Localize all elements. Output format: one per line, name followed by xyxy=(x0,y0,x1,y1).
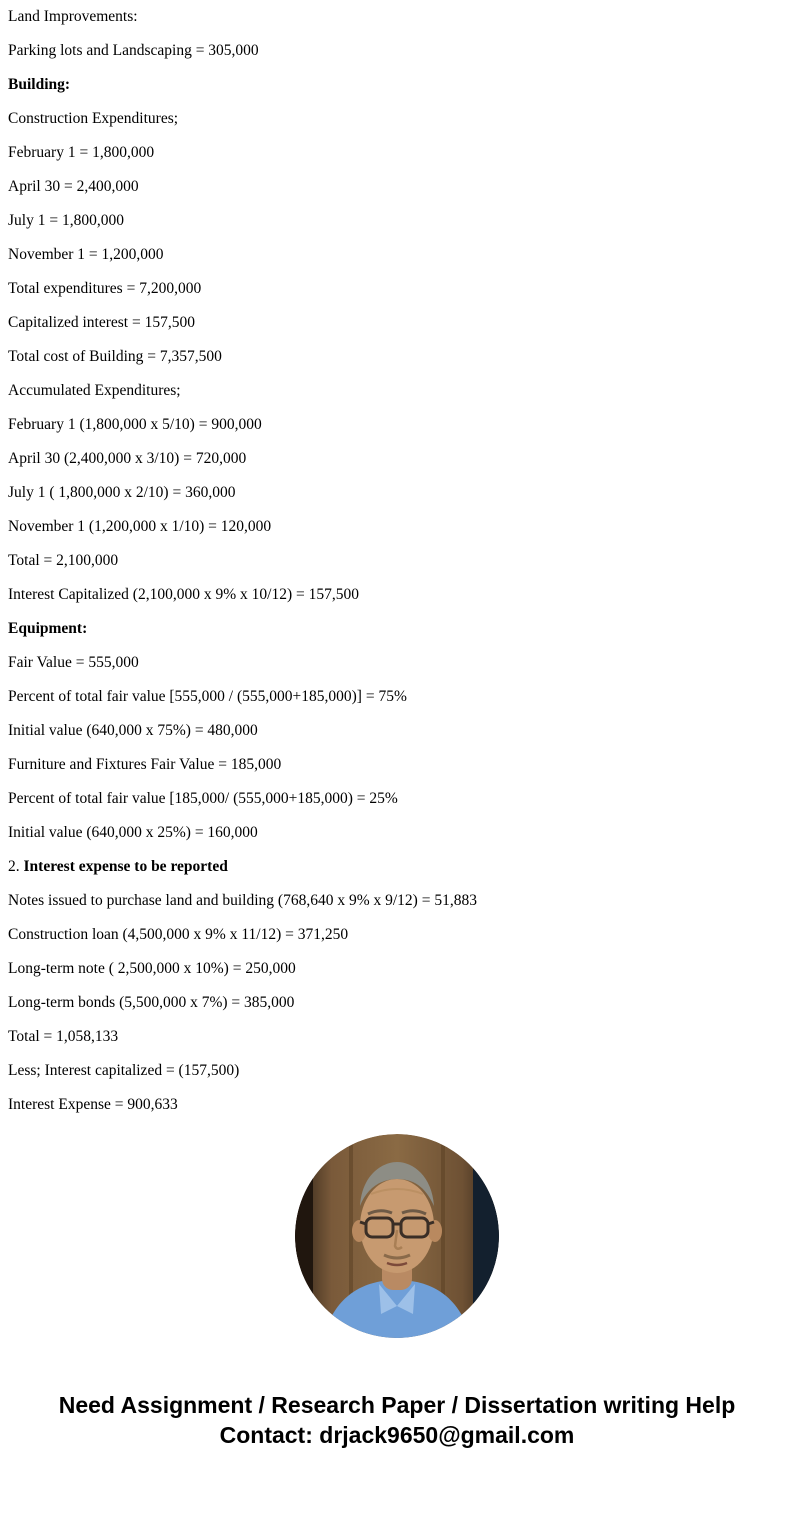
document-line: Long-term bonds (5,500,000 x 7%) = 385,000 xyxy=(8,994,295,1011)
document-line: Land Improvements: xyxy=(8,8,138,25)
footer-heading: Need Assignment / Research Paper / Dissertation writing Help xyxy=(58,1392,736,1418)
document-line: Equipment: xyxy=(8,620,88,637)
document-line: Notes issued to purchase land and building (768,640 x 9% x 9/12) = 51,883 xyxy=(8,892,477,909)
document-line: February 1 = 1,800,000 xyxy=(8,144,155,161)
document-line: Initial value (640,000 x 25%) = 160,000 xyxy=(8,824,258,841)
person-photo-illustration xyxy=(295,1134,499,1338)
document-line: Total = 1,058,133 xyxy=(8,1028,119,1045)
document-line: July 1 ( 1,800,000 x 2/10) = 360,000 xyxy=(8,484,236,501)
document-line: Fair Value = 555,000 xyxy=(8,654,139,671)
document-line: Interest Capitalized (2,100,000 x 9% x 10/12) = 157,500 xyxy=(8,586,359,603)
document-line: Percent of total fair value [185,000/ (555,000+185,000) = 25% xyxy=(8,790,398,807)
document-line: February 1 (1,800,000 x 5/10) = 900,000 xyxy=(8,416,262,433)
avatar xyxy=(0,1134,794,1338)
document-line: November 1 = 1,200,000 xyxy=(8,246,164,263)
document-line: Total = 2,100,000 xyxy=(8,552,119,569)
document-line: Accumulated Expenditures; xyxy=(8,382,181,399)
document-line: Furniture and Fixtures Fair Value = 185,000 xyxy=(8,756,282,773)
document-line: July 1 = 1,800,000 xyxy=(8,212,124,229)
document-line: Total expenditures = 7,200,000 xyxy=(8,280,202,297)
footer-contact: Contact: drjack9650@gmail.com xyxy=(219,1422,575,1448)
document-line: Initial value (640,000 x 75%) = 480,000 xyxy=(8,722,258,739)
document-line: Interest Expense = 900,633 xyxy=(8,1096,178,1113)
footer xyxy=(27,1390,767,1478)
document-line: Percent of total fair value [555,000 / (555,000+185,000)] = 75% xyxy=(8,688,407,705)
document-line: Long-term note ( 2,500,000 x 10%) = 250,000 xyxy=(8,960,296,977)
document-line: Construction Expenditures; xyxy=(8,110,179,127)
document-line: Construction loan (4,500,000 x 9% x 11/12) = 371,250 xyxy=(8,926,349,943)
document-line: April 30 (2,400,000 x 3/10) = 720,000 xyxy=(8,450,247,467)
document-line: April 30 = 2,400,000 xyxy=(8,178,139,195)
document-line: Total cost of Building = 7,357,500 xyxy=(8,348,222,365)
document-line: Parking lots and Landscaping = 305,000 xyxy=(8,42,259,59)
document-line: Capitalized interest = 157,500 xyxy=(8,314,195,331)
document-line: November 1 (1,200,000 x 1/10) = 120,000 xyxy=(8,518,272,535)
document-line: Less; Interest capitalized = (157,500) xyxy=(8,1062,240,1079)
document-line: 2. Interest expense to be reported xyxy=(8,858,228,875)
document-line: Building: xyxy=(8,76,71,93)
person-photo xyxy=(295,1134,499,1338)
